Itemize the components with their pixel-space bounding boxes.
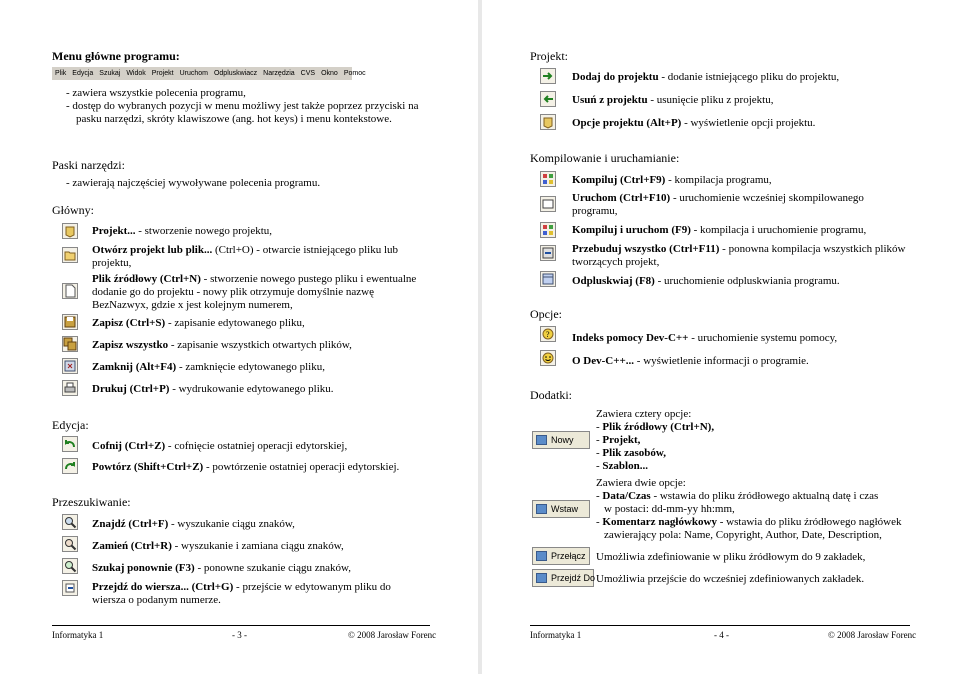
new-button-image: [532, 431, 590, 449]
options-title: Opcje:: [530, 307, 562, 321]
insert-button-image: [532, 500, 590, 518]
goto-bookmark-button-label: Przejdź Do: [551, 573, 596, 583]
menubar-item: Uruchom: [179, 70, 208, 77]
new-project-icon: [62, 223, 78, 239]
footer-right: © 2008 Jarosław Forenc: [828, 630, 917, 640]
open-folder-icon: [62, 247, 78, 263]
page-3: [0, 0, 478, 674]
search-toolbar-title: Przeszukiwanie:: [52, 495, 131, 509]
footer-rule: [52, 625, 430, 626]
new-icon: [536, 435, 547, 445]
menubar-item: Pomoc: [343, 70, 366, 77]
footer-rule: [530, 625, 910, 626]
menu-title: Menu główne programu:: [52, 49, 180, 63]
toolbars-bullet: - zawierają najczęściej wywoływane polecenia programu.: [66, 177, 321, 189]
project-title: Projekt:: [530, 49, 568, 63]
insert-intro: Zawiera dwie opcje:: [596, 477, 686, 489]
compile-item: Kompiluj (Ctrl+F9) - kompilacja programu,: [572, 174, 772, 186]
insert-option-detail: zawierający pola: Name, Copyright, Author, Date, Description,: [604, 529, 882, 541]
compile-title: Kompilowanie i uruchamianie:: [530, 151, 680, 165]
debug-icon: [540, 271, 556, 287]
insert-option: - Komentarz nagłówkowy - wstawia do pliku źródłowego nagłówek: [596, 516, 902, 528]
menubar-item: Projekt: [151, 70, 174, 77]
main-item: Drukuj (Ctrl+P) - wydrukowanie edytowanego pliku.: [92, 383, 334, 395]
insert-button-label: Wstaw: [551, 504, 578, 514]
main-item: Projekt... - stworzenie nowego projektu,: [92, 225, 273, 237]
footer-left: Informatyka 1: [52, 630, 104, 640]
add-to-project-icon: [540, 68, 556, 84]
toggle-bookmark-text: Umożliwia zdefiniowanie w pliku źródłowym do 9 zakładek,: [596, 551, 866, 563]
close-file-icon: [62, 358, 78, 374]
menubar-item: Szukaj: [99, 70, 121, 77]
project-item: Dodaj do projektu - dodanie istniejącego pliku do projektu,: [572, 71, 840, 83]
menubar-item: Widok: [126, 70, 146, 77]
edit-item: Cofnij (Ctrl+Z) - cofnięcie ostatniej operacji edytorskiej,: [92, 440, 348, 452]
main-toolbar-title: Główny:: [52, 203, 94, 217]
compile-item: Kompiluj i uruchom (F9) - kompilacja i uruchomienie programu,: [572, 224, 867, 236]
edit-toolbar-title: Edycja:: [52, 418, 89, 432]
search-item: Przejdź do wiersza... (Ctrl+G) - przejście w edytowanym pliku do wiersza o podanym numerze.: [92, 581, 391, 606]
replace-icon: [62, 536, 78, 552]
menubar-item: Okno: [321, 70, 338, 77]
main-item: Plik źródłowy (Ctrl+N) - stworzenie nowego pustego pliku i ewentualne dodanie go do projektu - nowy plik otrzymuje domyślnie nazwę BezNazwyx, gdzie x jest kolejnym numerem,: [92, 273, 417, 311]
print-icon: [62, 380, 78, 396]
remove-from-project-icon: [540, 91, 556, 107]
menubar-item: Narzędzia: [263, 70, 295, 77]
new-file-icon: [62, 283, 78, 299]
redo-icon: [62, 458, 78, 474]
toolbars-title: Paski narzędzi:: [52, 158, 125, 172]
edit-item: Powtórz (Shift+Ctrl+Z) - powtórzenie ostatniej operacji edytorskiej.: [92, 461, 400, 473]
svg-text:?: ?: [546, 330, 550, 339]
project-item: Opcje projektu (Alt+P) - wyświetlenie opcji projektu.: [572, 117, 816, 129]
compile-item: Odpluskwiaj (F8) - uruchomienie odpluskwiania programu.: [572, 275, 840, 287]
goto-bookmark-text: Umożliwia przejście do wcześniej zdefiniowanych zakładek.: [596, 573, 865, 585]
search-item: Zamień (Ctrl+R) - wyszukanie i zamiana ciągu znaków,: [92, 540, 344, 552]
options-item: O Dev-C++... - wyświetlenie informacji o programie.: [572, 355, 809, 367]
menubar-item: Edycja: [72, 70, 94, 77]
menubar-item: CVS: [300, 70, 316, 77]
extras-title: Dodatki:: [530, 388, 572, 402]
search-item: Szukaj ponownie (F3) - ponowne szukanie ciągu znaków,: [92, 562, 351, 574]
new-intro: Zawiera cztery opcje:: [596, 408, 692, 420]
toggle-bookmark-button-image: [532, 547, 590, 565]
compile-item: Uruchom (Ctrl+F10) - uruchomienie wcześniej skompilowanego programu,: [572, 192, 864, 217]
page-4: [482, 0, 960, 674]
menu-bullet: pasku narzędzi, skróty klawiszowe (ang. hot keys) i menu kontekstowe.: [76, 113, 392, 125]
footer-left: Informatyka 1: [530, 630, 582, 640]
goto-bookmark-icon: [536, 573, 547, 583]
insert-icon: [536, 504, 547, 514]
run-icon: [540, 196, 556, 212]
menubar-item: Odpluskwiacz: [213, 70, 258, 77]
main-item: Zapisz (Ctrl+S) - zapisanie edytowanego pliku,: [92, 317, 305, 329]
project-options-icon: [540, 114, 556, 130]
find-next-icon: [62, 558, 78, 574]
new-button-label: Nowy: [551, 435, 574, 445]
main-item: Zapisz wszystko - zapisanie wszystkich otwartych plików,: [92, 339, 352, 351]
options-item: Indeks pomocy Dev-C++ - uruchomienie systemu pomocy,: [572, 332, 838, 344]
rebuild-all-icon: [540, 245, 556, 261]
menu-bullet: - dostęp do wybranych pozycji w menu możliwy jest także poprzez przyciski na: [66, 100, 419, 112]
new-option: - Plik źródłowy (Ctrl+N),: [596, 421, 715, 433]
main-item: Zamknij (Alt+F4) - zamknięcie edytowanego pliku,: [92, 361, 325, 373]
new-option: - Szablon...: [596, 460, 648, 472]
compile-run-icon: [540, 222, 556, 238]
insert-option: - Data/Czas - wstawia do pliku źródłowego aktualną datę i czas: [596, 490, 879, 502]
footer-page-number: - 3 -: [232, 630, 247, 640]
goto-line-icon: [62, 580, 78, 596]
search-item: Znajdź (Ctrl+F) - wyszukanie ciągu znaków,: [92, 518, 295, 530]
menu-bullet: - zawiera wszystkie polecenia programu,: [66, 87, 246, 99]
goto-bookmark-button-image: [532, 569, 594, 587]
main-item: Otwórz projekt lub plik... (Ctrl+O) - otwarcie istniejącego pliku lub projektu,: [92, 244, 399, 269]
about-icon: [540, 350, 556, 366]
project-item: Usuń z projektu - usunięcie pliku z projektu,: [572, 94, 774, 106]
help-icon: [540, 326, 556, 342]
compile-icon: [540, 171, 556, 187]
bookmark-icon: [536, 551, 547, 561]
toggle-bookmark-button-label: Przełącz: [551, 551, 586, 561]
insert-option-detail: w postaci: dd-mm-yy hh:mm,: [604, 503, 735, 515]
compile-item: Przebuduj wszystko (Ctrl+F11) - ponowna kompilacja wszystkich plików tworzących projekt,: [572, 243, 906, 268]
save-all-icon: [62, 336, 78, 352]
menubar-item: Plik: [55, 70, 67, 77]
footer-page-number: - 4 -: [714, 630, 729, 640]
find-icon: [62, 514, 78, 530]
save-icon: [62, 314, 78, 330]
new-option: - Projekt,: [596, 434, 641, 446]
menubar-image: [52, 67, 366, 80]
undo-icon: [62, 436, 78, 452]
footer-right: © 2008 Jarosław Forenc: [348, 630, 437, 640]
new-option: - Plik zasobów,: [596, 447, 666, 459]
